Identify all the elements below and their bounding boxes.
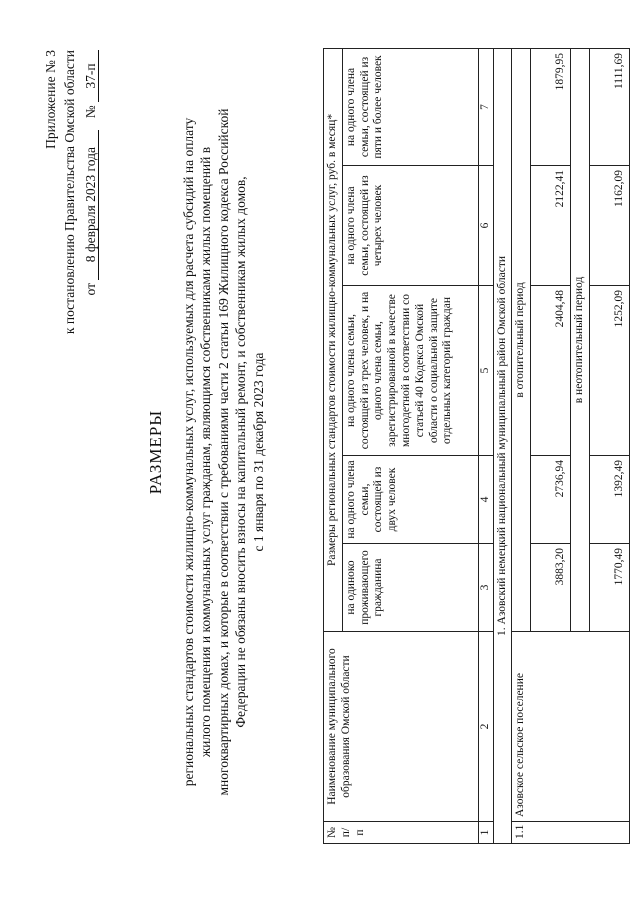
value-cell: 1111,69 [589, 48, 629, 165]
column-number-row [478, 48, 493, 843]
value-cell: 3883,20 [531, 544, 571, 632]
subtitle-line: с 1 января по 31 декабря 2023 года [250, 352, 266, 552]
appendix-label: Приложение № 3 [43, 50, 58, 149]
column-number: 6 [478, 166, 493, 286]
resolution-reference: к постановлению Правительства Омской области [62, 50, 77, 335]
value-cell: 1879,95 [531, 48, 571, 165]
resolution-date: 8 февраля 2023 года [84, 130, 99, 280]
subtitle-line: жилого помещения и коммунальных услуг гражданам, являющимся собственниками жилых помещений в [198, 146, 214, 758]
subtitle-line: региональных стандартов стоимости жилищно-коммунальных услуг, используемых для расчета субсидий на оплату [181, 117, 196, 787]
subheader-five-plus: на одного члена семьи, состоящей из пяти и более человек [342, 48, 478, 165]
period-heating-label: в отопительный период [512, 48, 531, 631]
standards-table [323, 48, 630, 844]
document-subtitle [180, 92, 267, 812]
period-nonheating-label: в неотопительный период [571, 48, 590, 631]
section-row [493, 48, 512, 843]
header-standards-group: Размеры региональных стандартов стоимости жилищно-коммунальных услуг, руб. в месяц* [324, 48, 343, 631]
header-number: № п/п [324, 822, 479, 844]
subtitle-line: многоквартирных домах, и которые в соответствии с требованиями части 2 статьи 169 Жилищного кодекса Российской [215, 108, 231, 796]
value-cell: 1770,49 [589, 544, 629, 632]
table-header-row [324, 48, 343, 843]
column-number: 5 [478, 286, 493, 456]
subheader-four-people: на одного члена семьи, состоящей из четырех человек [342, 166, 478, 286]
value-cell: 1162,09 [589, 166, 629, 286]
subheader-three-people: на одного члена семьи, состоящей из трех человек, и на одного члена семьи, зарегистрированной в качестве многодетной в соответствии со статьей 40 Кодекса Омской области о социальной защите отдельных категорий граждан [342, 286, 478, 456]
table-row [512, 48, 531, 843]
rotated-page [20, 22, 626, 882]
value-cell: 2736,94 [531, 456, 571, 544]
section-title: 1. Азовский немецкий национальный муниципальный район Омской области [493, 48, 512, 843]
column-number: 3 [478, 544, 493, 632]
column-number: 4 [478, 456, 493, 544]
value-cell: 1392,49 [589, 456, 629, 544]
resolution-date-line [82, 50, 99, 296]
header-municipality: Наименование муниципального образования Омской области [324, 632, 479, 822]
number-label: № [83, 105, 98, 119]
document-title: РАЗМЕРЫ [146, 409, 165, 495]
subtitle-line: Федерации не обязаны вносить взносы на капитальный ремонт, и собственникам жилых домов, [233, 176, 249, 728]
from-label: от [83, 283, 98, 296]
column-number: 2 [478, 632, 493, 822]
column-number: 1 [478, 822, 493, 844]
value-cell: 2404,48 [531, 286, 571, 456]
resolution-number: 37-п [84, 50, 99, 102]
column-number: 7 [478, 48, 493, 165]
value-cell: 1252,09 [589, 286, 629, 456]
value-cell: 2122,41 [531, 166, 571, 286]
row-number: 1.1 [512, 822, 630, 844]
subheader-two-people: на одного члена семьи, состоящей из двух человек [342, 456, 478, 544]
subheader-single: на одиноко проживающего гражданина [342, 544, 478, 632]
row-municipality: Азовское сельское поселение [512, 632, 630, 822]
